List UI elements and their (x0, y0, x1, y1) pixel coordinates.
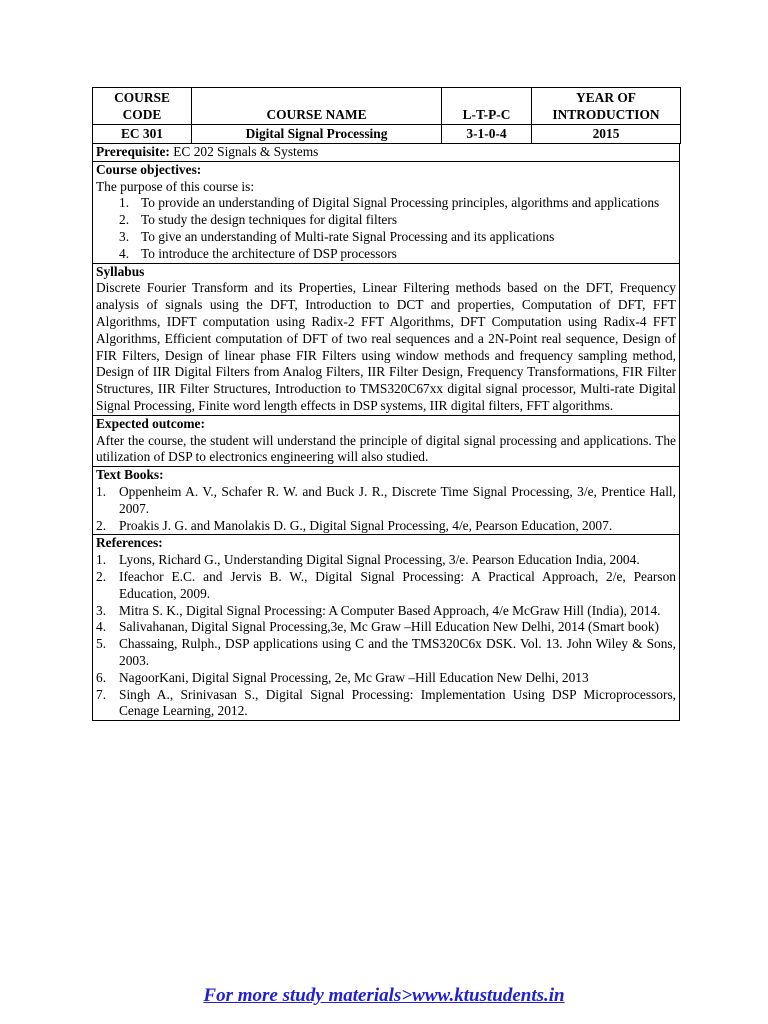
outcome-title: Expected outcome: (96, 415, 205, 431)
prerequisite-section (92, 144, 680, 162)
list-item: 6. NagoorKani, Digital Signal Processing, 2e, Mc Graw –Hill Education New Delhi, 2013 (96, 669, 589, 685)
list-item: 3. Mitra S. K., Digital Signal Processing: A Computer Based Approach, 4/e McGraw Hill (India), 2014. (96, 602, 661, 618)
list-item: 5. Chassaing, Rulph., DSP applications using C and the TMS320C6x DSK. Vol. 13. John Wiley & Sons, 2003. (96, 636, 676, 668)
syllabus-text: Discrete Fourier Transform and its Properties, Linear Filtering methods based on the DFT, Frequency analysis of signals using the DFT, Introduction to DCT and properties, Computation of DFT, FFT Algorithms, IDFT computation using Radix-2 FFT Algorithms, DFT Computation using Radix-4 FFT Algorithms, Efficient computation of DFT of two real sequences and a 2N-Point real sequence, Design of FIR Filters, Design of linear phase FIR Filters using window methods and frequency sampling method, Design of IIR Digital Filters from Analog Filters, IIR Filter Design, Frequency Transformations, FIR Filter Structures, IIR Filter Structures, Introduction to TMS320C67xx digital signal processor, Multi-rate Digital Signal Processing, Finite word length effects in DSP systems, IIR digital filters, FFT algorithms. (96, 280, 676, 413)
col-course-code: COURSE CODE (93, 88, 192, 125)
references-section (92, 535, 680, 721)
list-item: 1. To provide an understanding of Digital Signal Processing principles, algorithms and applications (119, 195, 660, 211)
course-name: Digital Signal Processing (192, 125, 442, 144)
list-item: 4. To introduce the architecture of DSP processors (119, 245, 397, 261)
list-item: 7. Singh A., Srinivasan S., Digital Signal Processing: Implementation Using DSP Microprocessors, Cenage Learning, 2012. (96, 686, 676, 719)
prerequisite-label: Prerequisite: (96, 144, 170, 159)
objectives-title: Course objectives: (96, 161, 202, 177)
references-title: References: (96, 535, 163, 551)
col-ltpc: L-T-P-C (442, 88, 532, 125)
list-item: 1. Lyons, Richard G., Understanding Digital Signal Processing, 3/e. Pearson Education India, 2004. (96, 552, 640, 568)
list-item: 2. To study the design techniques for digital filters (119, 212, 398, 228)
syllabus-title: Syllabus (96, 263, 145, 279)
objectives-section (92, 162, 680, 264)
textbooks-title: Text Books: (96, 467, 164, 483)
course-ltpc: 3-1-0-4 (442, 125, 532, 144)
list-item: 4. Salivahanan, Digital Signal Processing,3e, Mc Graw –Hill Education New Delhi, 2014 (Smart book) (96, 619, 659, 635)
col-course-name: COURSE NAME (192, 88, 442, 125)
textbooks-list (96, 484, 676, 534)
footer-study-materials-link[interactable]: For more study materials>www.ktustudents.in (203, 985, 565, 1006)
col-year: YEAR OF INTRODUCTION (532, 88, 681, 125)
objectives-list (96, 195, 676, 262)
references-list (96, 552, 676, 720)
outcome-text: After the course, the student will understand the principle of digital signal processing and applications. The utilization of DSP to electronics engineering will also studied. (96, 432, 676, 465)
list-item: 2. Proakis J. G. and Manolakis D. G., Digital Signal Processing, 4/e, Pearson Education, 2007. (96, 517, 613, 533)
course-header-table (92, 87, 681, 144)
course-year: 2015 (532, 125, 681, 144)
prerequisite-value: EC 202 Signals & Systems (169, 144, 319, 159)
list-item: 3. To give an understanding of Multi-rate Signal Processing and its applications (119, 228, 555, 244)
textbooks-section (92, 467, 680, 535)
syllabus-section (92, 264, 680, 416)
syllabus-sheet (92, 87, 680, 721)
list-item: 1. Oppenheim A. V., Schafer R. W. and Buck J. R., Discrete Time Signal Processing, 3/e, Prentice Hall, 2007. (96, 483, 676, 516)
outcome-section (92, 416, 680, 467)
course-code: EC 301 (93, 125, 192, 144)
list-item: 2. Ifeachor E.C. and Jervis B. W., Digital Signal Processing: A Practical Approach, 2/e, Pearson Education, 2009. (96, 568, 676, 601)
objectives-intro: The purpose of this course is: (96, 178, 255, 194)
